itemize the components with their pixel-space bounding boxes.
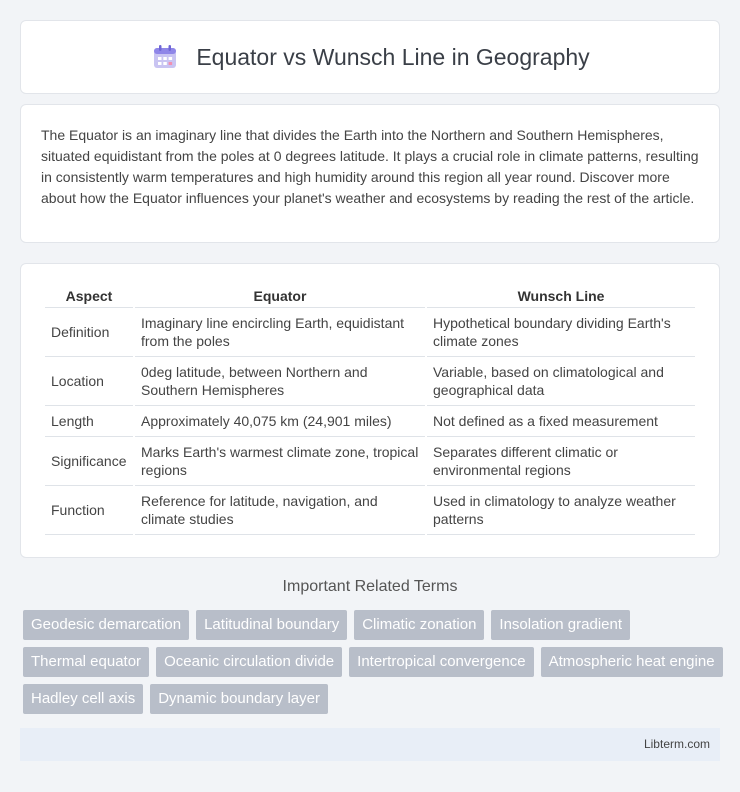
related-terms-tags xyxy=(23,610,723,714)
footer xyxy=(20,728,720,761)
tag-latitudinal-boundary[interactable]: Latitudinal boundary xyxy=(196,610,347,640)
table-cell-wunsch: Separates different climatic or environmental regions xyxy=(427,437,695,486)
footer-brand-link[interactable]: Libterm.com xyxy=(643,737,710,751)
table-cell-wunsch: Hypothetical boundary dividing Earth's climate zones xyxy=(427,308,695,357)
header-equator: Equator xyxy=(135,284,425,308)
table-cell-aspect: Length xyxy=(45,406,133,437)
table-row xyxy=(45,308,695,357)
table-cell-equator: Marks Earth's warmest climate zone, tropical regions xyxy=(135,437,425,486)
table-row xyxy=(45,486,695,535)
header-wunsch-line: Wunsch Line xyxy=(427,284,695,308)
tag-geodesic-demarcation[interactable]: Geodesic demarcation xyxy=(23,610,189,640)
intro-text: The Equator is an imaginary line that divides the Earth into the Northern and Southern Hemispheres, situated equidistant from the poles at 0 degrees latitude. It plays a crucial role in climate patterns, resulting in consistently warm temperatures and high humidity around this region all year round. Discover more about how the Equator influences your planet's weather and ecosystems by reading the rest of the article. xyxy=(41,127,699,206)
table-row xyxy=(45,406,695,437)
tag-hadley-cell-axis[interactable]: Hadley cell axis xyxy=(23,684,143,714)
table-cell-wunsch: Not defined as a fixed measurement xyxy=(427,406,695,437)
table-cell-aspect: Definition xyxy=(45,308,133,357)
table-row xyxy=(45,357,695,406)
comparison-table xyxy=(43,284,697,535)
tag-insolation-gradient[interactable]: Insolation gradient xyxy=(491,610,630,640)
tag-thermal-equator[interactable]: Thermal equator xyxy=(23,647,149,677)
calendar-icon xyxy=(150,42,180,72)
comparison-table-card xyxy=(20,263,720,558)
table-cell-aspect: Significance xyxy=(45,437,133,486)
table-cell-aspect: Function xyxy=(45,486,133,535)
header-card xyxy=(20,20,720,94)
table-cell-equator: Approximately 40,075 km (24,901 miles) xyxy=(135,406,425,437)
table-cell-wunsch: Used in climatology to analyze weather patterns xyxy=(427,486,695,535)
table-cell-equator: Imaginary line encircling Earth, equidistant from the poles xyxy=(135,308,425,357)
tag-dynamic-boundary-layer[interactable]: Dynamic boundary layer xyxy=(150,684,328,714)
page-title: Equator vs Wunsch Line in Geography xyxy=(196,43,590,70)
title-wrap xyxy=(150,42,589,72)
table-cell-equator: Reference for latitude, navigation, and climate studies xyxy=(135,486,425,535)
table-cell-equator: 0deg latitude, between Northern and Southern Hemispheres xyxy=(135,357,425,406)
intro-card xyxy=(20,104,720,243)
table-cell-wunsch: Variable, based on climatological and geographical data xyxy=(427,357,695,406)
table-cell-aspect: Location xyxy=(45,357,133,406)
tag-oceanic-circulation-divide[interactable]: Oceanic circulation divide xyxy=(156,647,342,677)
table-header-row xyxy=(45,284,695,308)
tag-intertropical-convergence[interactable]: Intertropical convergence xyxy=(349,647,533,677)
related-terms-title: Important Related Terms xyxy=(282,578,458,595)
table-row xyxy=(45,437,695,486)
tag-climatic-zonation[interactable]: Climatic zonation xyxy=(354,610,484,640)
tag-atmospheric-heat-engine[interactable]: Atmospheric heat engine xyxy=(541,647,723,677)
header-aspect: Aspect xyxy=(45,284,133,308)
